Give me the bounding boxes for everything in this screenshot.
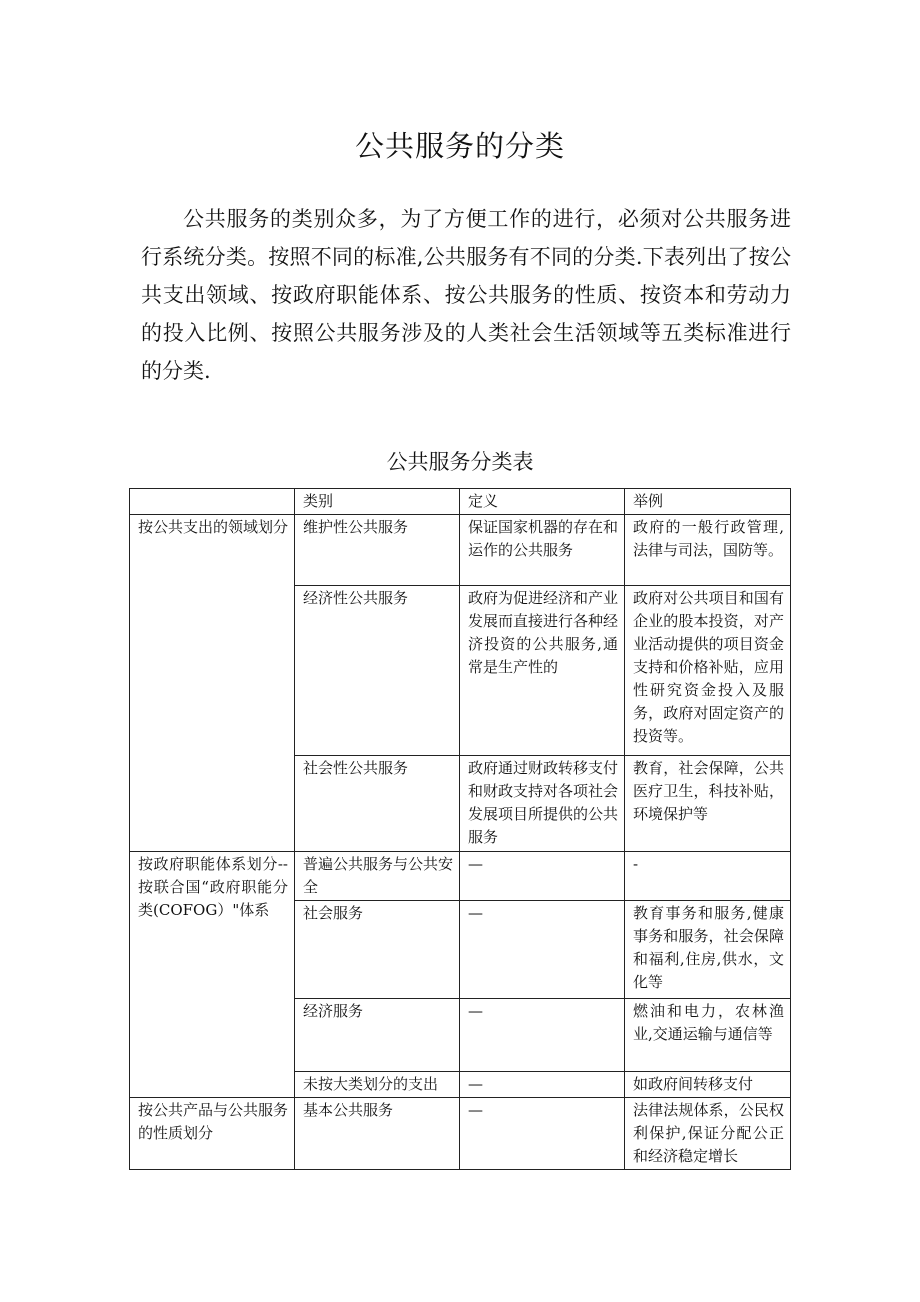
- row-category: 经济性公共服务: [295, 586, 460, 756]
- row-definition: —: [460, 852, 625, 901]
- header-example: 举例: [625, 489, 791, 515]
- row-definition: —: [460, 999, 625, 1072]
- row-definition: 政府通过财政转移支付和财政支持对各项社会发展项目所提供的公共服务: [460, 756, 625, 852]
- row-example: 教育事务和服务,健康事务和服务，社会保障和福利,住房,供水，文化等: [625, 901, 791, 999]
- row-example: 教育，社会保障，公共医疗卫生，科技补贴，环境保护等: [625, 756, 791, 852]
- row-category: 未按大类划分的支出: [295, 1072, 460, 1098]
- group-label-nature: 按公共产品与公共服务的性质划分: [130, 1098, 295, 1170]
- table-header-row: [130, 489, 791, 515]
- header-definition: 定义: [460, 489, 625, 515]
- row-category: 维护性公共服务: [295, 515, 460, 586]
- row-definition: 政府为促进经济和产业发展而直接进行各种经济投资的公共服务,通常是生产性的: [460, 586, 625, 756]
- intro-paragraph: 公共服务的类别众多，为了方便工作的进行，必须对公共服务进行系统分类。按照不同的标准,公共服务有不同的分类.下表列出了按公共支出领域、按政府职能体系、按公共服务的性质、按资本和劳动力的投入比例、按照公共服务涉及的人类社会生活领域等五类标准进行的分类.: [141, 207, 791, 383]
- row-category: 社会性公共服务: [295, 756, 460, 852]
- row-definition: —: [460, 901, 625, 999]
- row-example: 如政府间转移支付: [625, 1072, 791, 1098]
- header-category: 类别: [295, 489, 460, 515]
- row-definition: —: [460, 1072, 625, 1098]
- row-example: 燃油和电力，农林渔业,交通运输与通信等: [625, 999, 791, 1072]
- row-definition: 保证国家机器的存在和运作的公共服务: [460, 515, 625, 586]
- header-empty: [130, 489, 295, 515]
- row-example: -: [625, 852, 791, 901]
- group-label-expenditure: 按公共支出的领域划分: [130, 515, 295, 852]
- row-category: 基本公共服务: [295, 1098, 460, 1170]
- row-category: 社会服务: [295, 901, 460, 999]
- group-label-cofog: 按政府职能体系划分--按联合国“政府职能分类(COFOG）"体系: [130, 852, 295, 1098]
- classification-table: [129, 488, 791, 1170]
- table-row: [130, 852, 791, 901]
- table-row: [130, 1098, 791, 1170]
- row-definition: —: [460, 1098, 625, 1170]
- row-example: 政府对公共项目和国有企业的股本投资，对产业活动提供的项目资金支持和价格补贴，应用性研究资金投入及服务，政府对固定资产的投资等。: [625, 586, 791, 756]
- row-category: 普遍公共服务与公共安全: [295, 852, 460, 901]
- table-caption: 公共服务分类表: [386, 450, 534, 474]
- page-title: 公共服务的分类: [354, 129, 565, 163]
- row-example: 法律法规体系，公民权利保护,保证分配公正和经济稳定增长: [625, 1098, 791, 1170]
- row-category: 经济服务: [295, 999, 460, 1072]
- table-row: [130, 515, 791, 586]
- row-example: 政府的一般行政管理,法律与司法，国防等。: [625, 515, 791, 586]
